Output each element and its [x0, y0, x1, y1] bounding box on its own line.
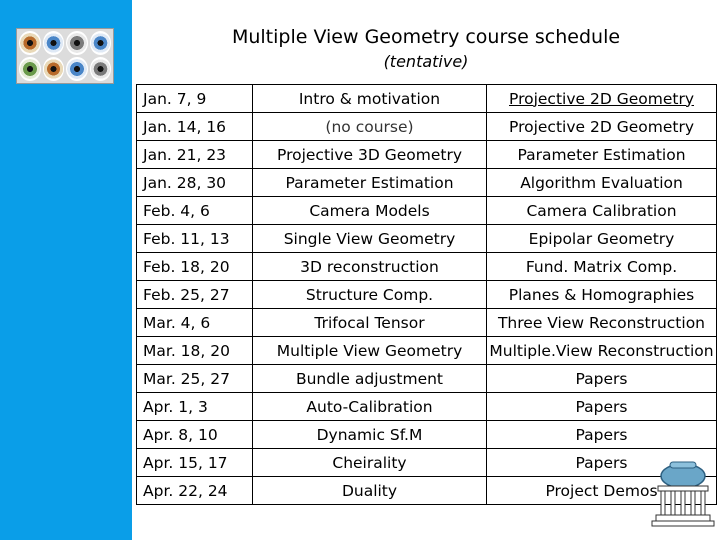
- eye-icon: [66, 31, 88, 55]
- topic1-cell: Auto-Calibration: [253, 393, 487, 421]
- table-row: [137, 169, 717, 197]
- topic1-cell: Parameter Estimation: [253, 169, 487, 197]
- date-cell: Feb. 4, 6: [137, 197, 253, 225]
- eyes-logo-image: [16, 28, 114, 84]
- date-cell: Jan. 21, 23: [137, 141, 253, 169]
- table-row: [137, 477, 717, 505]
- topic1-cell: (no course): [253, 113, 487, 141]
- date-cell: Apr. 22, 24: [137, 477, 253, 505]
- date-cell: Feb. 25, 27: [137, 281, 253, 309]
- topic1-cell: Multiple View Geometry: [253, 337, 487, 365]
- date-cell: Mar. 18, 20: [137, 337, 253, 365]
- eye-icon: [43, 57, 65, 81]
- topic1-cell: 3D reconstruction: [253, 253, 487, 281]
- topic2-cell: Planes & Homographies: [487, 281, 717, 309]
- date-cell: Apr. 8, 10: [137, 421, 253, 449]
- eye-icon: [90, 31, 112, 55]
- topic1-cell: Camera Models: [253, 197, 487, 225]
- eye-icon: [19, 31, 41, 55]
- date-cell: Feb. 11, 13: [137, 225, 253, 253]
- date-cell: Apr. 15, 17: [137, 449, 253, 477]
- topic1-cell: Duality: [253, 477, 487, 505]
- topic2-link[interactable]: Projective 2D Geometry: [487, 85, 717, 113]
- table-row: [137, 113, 717, 141]
- table-row: [137, 393, 717, 421]
- topic2-cell: Papers: [487, 365, 717, 393]
- temple-logo-icon: [648, 458, 718, 528]
- table-row: [137, 141, 717, 169]
- topic2-cell: Projective 2D Geometry: [487, 113, 717, 141]
- date-cell: Feb. 18, 20: [137, 253, 253, 281]
- topic2-cell: Epipolar Geometry: [487, 225, 717, 253]
- topic2-cell: Three View Reconstruction: [487, 309, 717, 337]
- topic1-cell: Cheirality: [253, 449, 487, 477]
- topic2-cell: Papers: [487, 393, 717, 421]
- topic2-cell: Project Demos: [487, 477, 717, 505]
- topic1-cell: Structure Comp.: [253, 281, 487, 309]
- eye-icon: [66, 57, 88, 81]
- table-row: [137, 225, 717, 253]
- table-row: [137, 309, 717, 337]
- topic1-cell: Dynamic Sf.M: [253, 421, 487, 449]
- date-cell: Jan. 14, 16: [137, 113, 253, 141]
- table-row: [137, 85, 717, 113]
- topic2-cell: Multiple.View Reconstruction: [487, 337, 717, 365]
- topic2-cell: Parameter Estimation: [487, 141, 717, 169]
- date-cell: Apr. 1, 3: [137, 393, 253, 421]
- topic1-cell: Intro & motivation: [253, 85, 487, 113]
- table-row: [137, 365, 717, 393]
- date-cell: Mar. 4, 6: [137, 309, 253, 337]
- page-subtitle: (tentative): [383, 52, 469, 71]
- topic1-cell: Bundle adjustment: [253, 365, 487, 393]
- date-cell: Jan. 7, 9: [137, 85, 253, 113]
- schedule-table: [136, 84, 717, 505]
- topic1-cell: Projective 3D Geometry: [253, 141, 487, 169]
- sidebar: [0, 0, 132, 540]
- table-row: [137, 281, 717, 309]
- table-row: [137, 197, 717, 225]
- topic1-cell: Single View Geometry: [253, 225, 487, 253]
- topic2-cell: Papers: [487, 449, 717, 477]
- eye-icon: [19, 57, 41, 81]
- eye-icon: [43, 31, 65, 55]
- eye-icon: [90, 57, 112, 81]
- table-row: [137, 421, 717, 449]
- topic2-cell: Papers: [487, 421, 717, 449]
- date-cell: Mar. 25, 27: [137, 365, 253, 393]
- topic1-cell: Trifocal Tensor: [253, 309, 487, 337]
- date-cell: Jan. 28, 30: [137, 169, 253, 197]
- page-title: Multiple View Geometry course schedule: [231, 26, 621, 48]
- topic2-cell: Algorithm Evaluation: [487, 169, 717, 197]
- table-row: [137, 337, 717, 365]
- topic2-cell: Camera Calibration: [487, 197, 717, 225]
- table-row: [137, 449, 717, 477]
- table-row: [137, 253, 717, 281]
- topic2-cell: Fund. Matrix Comp.: [487, 253, 717, 281]
